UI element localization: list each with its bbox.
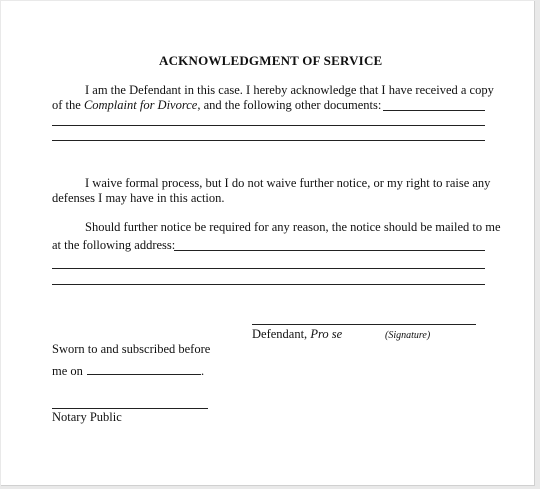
- signature-label: (Signature): [385, 330, 431, 341]
- paragraph-2-line-1: I waive formal process, but I do not waive further notice, or my right to raise any: [85, 176, 491, 190]
- me-on-text: me on: [52, 364, 83, 378]
- paragraph-2-line-2: defenses I may have in this action.: [52, 191, 225, 205]
- document-title: ACKNOWLEDGMENT OF SERVICE: [159, 53, 383, 68]
- pro-se-text: Pro se: [310, 327, 343, 341]
- date-period: .: [201, 364, 205, 378]
- complaint-title: Complaint for Divorce: [83, 98, 198, 112]
- documents-blank-line-1[interactable]: [52, 125, 485, 126]
- documents-blank-line-2[interactable]: [52, 140, 485, 141]
- signature-line[interactable]: [252, 324, 476, 325]
- me-on-line: [52, 362, 204, 379]
- paragraph-1-line-2: [52, 98, 381, 113]
- defendant-text: Defendant,: [252, 327, 311, 341]
- date-blank[interactable]: [87, 362, 201, 375]
- paragraph-1-suffix: , and the following other documents:: [197, 98, 382, 112]
- sworn-text: Sworn to and subscribed before: [52, 342, 211, 356]
- paragraph-3-line-2: at the following address:: [52, 238, 176, 252]
- notary-signature-line[interactable]: [52, 408, 208, 409]
- paragraph-1-prefix: of the: [52, 98, 84, 112]
- paragraph-3-line-1: Should further notice be required for any reason, the notice should be mailed to me: [85, 220, 501, 234]
- paragraph-1-line-1: I am the Defendant in this case. I hereby acknowledge that I have received a copy: [85, 83, 494, 97]
- documents-blank-inline[interactable]: [383, 110, 485, 111]
- address-blank-line-2[interactable]: [52, 284, 485, 285]
- defendant-label: [252, 327, 342, 342]
- address-blank-line-1[interactable]: [52, 268, 485, 269]
- document-page: [1, 1, 535, 486]
- notary-public-label: Notary Public: [52, 410, 122, 424]
- address-blank-inline[interactable]: [174, 250, 485, 251]
